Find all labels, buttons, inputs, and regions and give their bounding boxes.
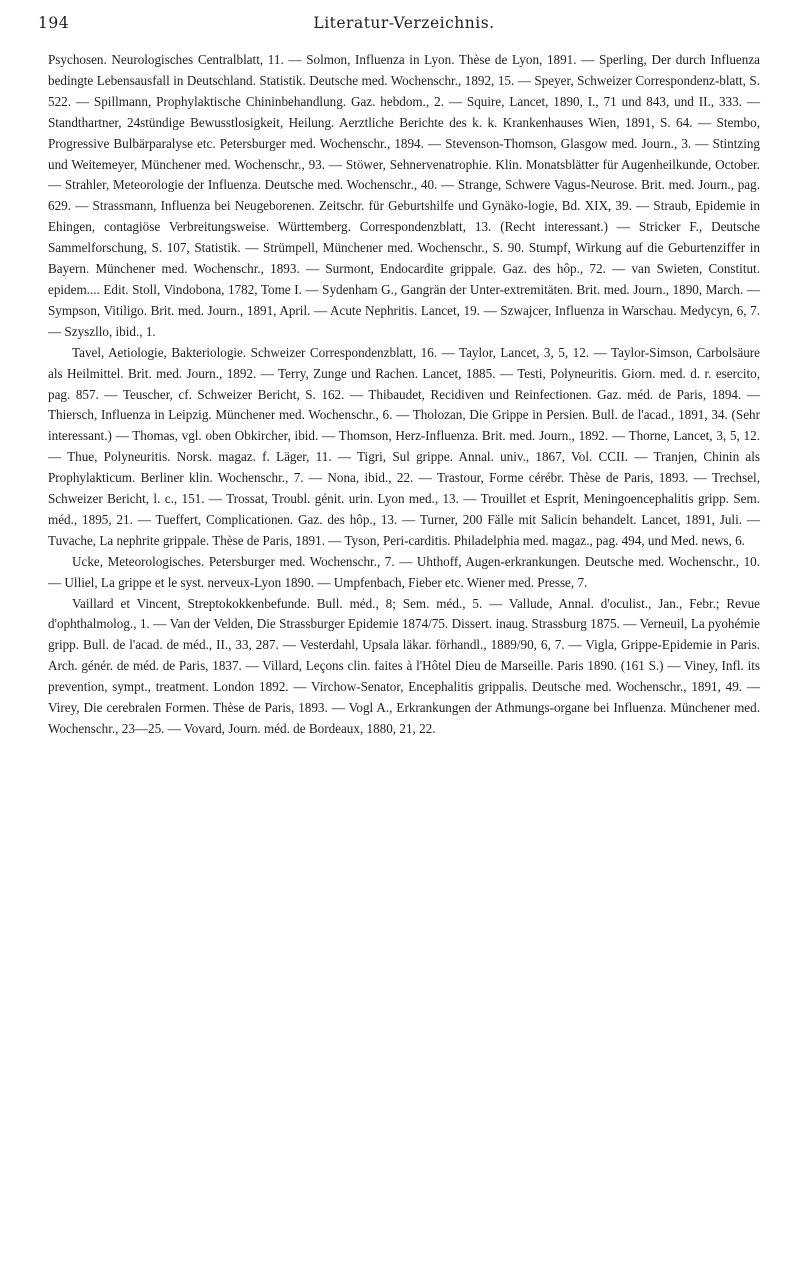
running-title: Literatur-Verzeichnis. xyxy=(313,14,495,32)
page-number: 194 xyxy=(38,14,70,32)
bibliography-paragraph-t: Tavel, Aetiologie, Bakteriologie. Schweizer Correspondenzblatt, 16. — Taylor, Lancet, 3, 5, 12. — Taylor-Simson, Carbolsäure als Heilmittel. Brit. med. Journ., 1892. — Terry, Zunge und Rachen. Lancet, 1885. — Testi, Polyneuritis. Giorn. med. d. r. esercito, pag. 857. — Teuscher, cf. Schweizer Bericht, S. 162. — Thibaudet, Recidiven und Reinfectionen. Gaz. méd. de Paris, 1894. — Thiersch, Influenza in Leipzig. Münchener med. Wochenschr., 6. — Tholozan, Die Grippe in Persien. Bull. de l'acad., 1891, 34. (Sehr interessant.) — Thomas, vgl. oben Obkircher, ibid. — Thomson, Herz-Influenza. Brit. med. Journ., 1892. — Thorne, Lancet, 3, 5, 12. — Thue, Polyneuritis. Norsk. magaz. f. Läger, 11. — Tigri, Sul grippe. Annal. univ., 1867, Vol. CCII. — Tranjen, Chinin als Prophylakticum. Berliner klin. Wochenschr., 7. — Nona, ibid., 22. — Trastour, Forme cérébr. Thèse de Paris, 1893. — Trechsel, Schweizer Bericht, l. c., 151. — Trossat, Troubl. génit. urin. Lyon med., 13. — Trouillet et Esprit, Meningoencephalitis gripp. Sem. méd., 1895, 21. — Tueffert, Complicationen. Gaz. des hôp., 13. — Turner, 200 Fälle mit Salicin behandelt. Lancet, 1891, Juli. — Tuvache, La nephrite grippale. Thèse de Paris, 1891. — Tyson, Peri-carditis. Philadelphia med. magaz., pag. 494, und Med. news, 6. xyxy=(48,344,760,548)
bibliography-paragraph-v: Vaillard et Vincent, Streptokokkenbefunde. Bull. méd., 8; Sem. méd., 5. — Vallude, Annal. d'oculist., Jan., Febr.; Revue d'ophthalmolog., 1. — Van der Velden, Die Strassburger Epidemie 1874/75. Dissert. inaug. Strassburg 1875. — Verneuil, La pyohémie gripp. Bull. de l'acad. de méd., II., 33, 287. — Vesterdahl, Upsala läkar. förhandl., 1889/90, 6, 7. — Vigla, Grippe-Epidemie in Paris. Arch. génér. de méd. de Paris, 1837. — Villard, Leçons clin. faites à l'Hôtel Dieu de Marseille. Paris 1890. (161 S.) — Viney, Infl. its prevention, sympt., treatment. London 1892. — Virchow-Senator, Encephalitis grippalis. Deutsche med. Wochenschr., 1891, 49. — Virey, Die cerebralen Formen. Thèse de Paris, 1893. — Vogl A., Erkrankungen der Athmungs-organe bei Influenza. Münchener med. Wochenschr., 23—25. — Vovard, Journ. méd. de Bordeaux, 1880, 21, 22. xyxy=(48,595,760,736)
bibliography-body xyxy=(48,50,760,740)
document-page xyxy=(38,14,760,1254)
page-header xyxy=(38,14,760,38)
bibliography-paragraph-u: Ucke, Meteorologisches. Petersburger med. Wochenschr., 7. — Uhthoff, Augen-erkrankungen. Deutsche med. Wochenschr., 10. — Ulliel, La grippe et le syst. nerveux-Lyon 1890. — Umpfenbach, Fieber etc. Wiener med. Presse, 7. xyxy=(48,553,760,590)
bibliography-paragraph-s: Psychosen. Neurologisches Centralblatt, 11. — Solmon, Influenza in Lyon. Thèse de Lyon, 1891. — Sperling, Der durch Influenza bedingte Lebensausfall in Deutschland. Statistik. Deutsche med. Wochenschr., 1892, 15. — Speyer, Schweizer Correspondenz-blatt, S. 522. — Spillmann, Prophylaktische Chininbehandlung. Gaz. hebdom., 2. — Squire, Lancet, 1890, I., 71 und 843, und II., 333. — Standthartner, 24stündige Bewusstlosigkeit, Heilung. Aerztliche Berichte des k. k. Krankenhauses Wien, 1891, S. 64. — Stembo, Progressive Bulbärparalyse etc. Petersburger med. Wochenschr., 1894. — Stevenson-Thomson, Glasgow med. Journ., 3. — Stintzing und Weitemeyer, Münchener med. Wochenschr., 93. — Stöwer, Sehnervenatrophie. Klin. Monatsblätter für Augenheilkunde, October. — Strahler, Meteorologie der Influenza. Deutsche med. Wochenschr., 40. — Strange, Schwere Vagus-Neurose. Brit. med. Journ., pag. 629. — Strassmann, Influenza bei Neugeborenen. Zeitschr. für Geburtshilfe und Gynäko-logie, Bd. XIX, 39. — Straub, Epidemie in Ehingen, contagiöse Verbreitungsweise. Württemberg. Correspondenzblatt, 13. (Recht interessant.) — Stricker F., Deutsche Sammelforschung, S. 107, Statistik. — Strümpell, Münchener med. Wochenschr., S. 90. Stumpf, Wirkung auf die Geburtenziffer in Bayern. Münchener med. Wochenschr., 1893. — Surmont, Endocardite grippale. Gaz. des hôp., 72. — van Swieten, Constitut. epidem.... Edit. Stoll, Vindobona, 1782, Tome I. — Sydenham G., Gangrän der Unter-extremitäten. Brit. med. Journ., 1890, March. — Sympson, Vitiligo. Brit. med. Journ., 1891, April. — Acute Nephritis. Lancet, 19. — Szwajcer, Influenza in Warschau. Medycyn, 6, 7. — Szyszllo, ibid., 1. xyxy=(48,52,760,339)
